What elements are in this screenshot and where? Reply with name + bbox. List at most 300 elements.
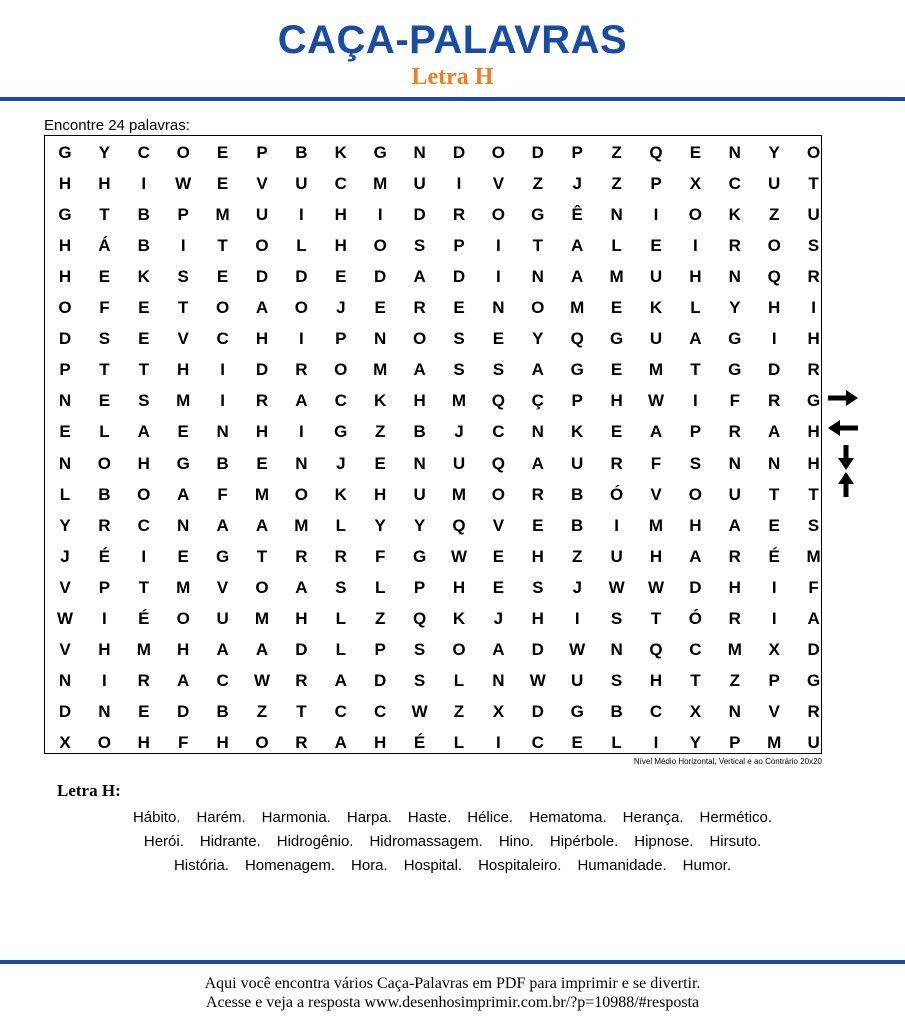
grid-letter: W bbox=[411, 701, 428, 721]
word-list-item: Herança. bbox=[622, 809, 684, 826]
grid-letter: R bbox=[807, 267, 820, 287]
grid-letter: I bbox=[299, 422, 304, 442]
grid-letter: D bbox=[58, 329, 72, 349]
grid-letter: M bbox=[136, 639, 151, 659]
grid-letter: I bbox=[771, 329, 777, 349]
grid-letter: G bbox=[334, 422, 348, 442]
grid-letter: M bbox=[254, 608, 270, 628]
grid-letter: K bbox=[728, 205, 741, 225]
grid-letter: H bbox=[334, 236, 347, 256]
grid-letter: H bbox=[334, 205, 347, 225]
grid-letter: D bbox=[531, 143, 544, 162]
grid-letter: U bbox=[807, 732, 820, 752]
grid-letter: R bbox=[728, 422, 741, 442]
grid-letter: K bbox=[374, 391, 387, 411]
grid-letter: É bbox=[98, 546, 111, 566]
grid-letter: N bbox=[728, 267, 741, 287]
grid-letter: G bbox=[58, 205, 72, 225]
grid-letter: B bbox=[137, 205, 150, 225]
grid-letter: O bbox=[412, 329, 427, 349]
grid-letter: K bbox=[334, 484, 347, 504]
grid-letter: Z bbox=[729, 670, 740, 690]
grid-letter: V bbox=[650, 484, 662, 504]
grid-letter: E bbox=[216, 143, 229, 162]
grid-letter: P bbox=[729, 732, 741, 752]
grid-letter: N bbox=[728, 453, 741, 473]
grid-letter: P bbox=[256, 143, 268, 162]
grid-letter: B bbox=[571, 484, 584, 504]
grid-letter: E bbox=[138, 701, 150, 721]
bottom-divider bbox=[0, 960, 905, 964]
grid-letter: G bbox=[373, 143, 387, 162]
grid-letter: E bbox=[256, 453, 268, 473]
grid-letter: R bbox=[531, 484, 544, 504]
grid-letter: H bbox=[58, 174, 72, 194]
grid-letter: A bbox=[571, 236, 584, 256]
grid-letter: U bbox=[768, 174, 781, 194]
grid-letter: I bbox=[102, 670, 107, 690]
grid-letter: G bbox=[412, 546, 427, 566]
grid-letter: O bbox=[767, 236, 781, 256]
grid-letter: Z bbox=[611, 143, 622, 162]
grid-letter: O bbox=[806, 143, 821, 162]
grid-letter: P bbox=[335, 329, 347, 349]
grid-letter: L bbox=[453, 732, 465, 752]
grid-letter: D bbox=[452, 267, 466, 287]
grid-letter: H bbox=[807, 422, 820, 442]
grid-letter: R bbox=[807, 360, 820, 380]
grid-letter: D bbox=[177, 701, 190, 721]
grid-letter: W bbox=[56, 608, 74, 628]
grid-letter: Z bbox=[374, 608, 386, 628]
grid-letter: A bbox=[255, 639, 269, 659]
grid-letter: M bbox=[373, 174, 388, 194]
grid-letter: H bbox=[807, 453, 820, 473]
page-title: CAÇA-PALAVRAS bbox=[277, 18, 628, 62]
grid-letter: N bbox=[492, 670, 505, 690]
grid-letter: E bbox=[138, 329, 150, 349]
grid-letter: I bbox=[614, 515, 619, 535]
grid-letter: O bbox=[58, 298, 72, 318]
grid-letter: O bbox=[688, 205, 702, 225]
grid-letter: S bbox=[492, 360, 505, 380]
grid-letter: D bbox=[255, 360, 269, 380]
grid-letter: G bbox=[570, 360, 584, 380]
grid-letter: R bbox=[807, 701, 820, 721]
grid-letter: F bbox=[217, 484, 228, 504]
grid-letter: H bbox=[649, 546, 663, 566]
grid-letter: V bbox=[177, 329, 189, 349]
grid-letter: T bbox=[690, 360, 701, 380]
grid-letter: C bbox=[728, 174, 741, 194]
grid-letter: I bbox=[653, 732, 659, 752]
grid-letter: H bbox=[374, 732, 387, 752]
grid-letter: H bbox=[255, 329, 269, 349]
grid-letter: R bbox=[728, 236, 741, 256]
grid-letter: M bbox=[451, 484, 467, 504]
grid-letter: B bbox=[216, 701, 229, 721]
grid-letter: I bbox=[653, 205, 659, 225]
grid-letter: M bbox=[254, 484, 270, 504]
grid-letter: D bbox=[255, 267, 269, 287]
grid-letter: O bbox=[255, 732, 269, 752]
grid-letter: V bbox=[59, 639, 71, 659]
grid-letter: S bbox=[453, 360, 465, 380]
grid-letter: W bbox=[175, 174, 192, 194]
grid-letter: O bbox=[176, 143, 190, 162]
grid-letter: I bbox=[771, 577, 777, 597]
grid-letter: E bbox=[374, 453, 386, 473]
grid-letter: F bbox=[99, 298, 110, 318]
grid-letter: G bbox=[728, 329, 742, 349]
grid-letter: A bbox=[689, 546, 702, 566]
grid-letter: E bbox=[59, 422, 71, 442]
grid-letter: L bbox=[690, 298, 701, 318]
grid-letter: X bbox=[689, 701, 702, 721]
grid-letter: M bbox=[767, 732, 782, 752]
grid-letter: N bbox=[728, 143, 741, 162]
grid-letter: U bbox=[807, 205, 820, 225]
grid-letter: G bbox=[58, 143, 72, 162]
grid-letter: Q bbox=[452, 515, 466, 535]
grid-letter: Ó bbox=[688, 608, 702, 628]
grid-letter: T bbox=[296, 701, 307, 721]
grid-letter: H bbox=[98, 639, 111, 659]
grid-letter: R bbox=[728, 546, 741, 566]
grid-letter: E bbox=[374, 298, 386, 318]
grid-letter: D bbox=[689, 577, 702, 597]
grid-letter: M bbox=[609, 267, 624, 287]
grid-letter: N bbox=[58, 391, 72, 411]
grid-letter: A bbox=[216, 515, 229, 535]
grid-letter: A bbox=[295, 391, 308, 411]
grid-letter: A bbox=[255, 515, 269, 535]
grid-letter: J bbox=[336, 298, 346, 318]
grid-letter: N bbox=[413, 143, 426, 162]
grid-letter: C bbox=[649, 701, 663, 721]
grid-letter: I bbox=[496, 732, 501, 752]
grid-letter: E bbox=[610, 298, 623, 318]
grid-letter: U bbox=[216, 608, 229, 628]
grid-letter: J bbox=[60, 546, 70, 566]
word-list-item: Harpa. bbox=[346, 809, 392, 826]
grid-letter: L bbox=[335, 639, 346, 659]
grid-letter: T bbox=[808, 174, 819, 194]
grid-letter: O bbox=[137, 484, 151, 504]
grid-letter: H bbox=[531, 608, 544, 628]
grid-letter: E bbox=[650, 236, 662, 256]
grid-letter: B bbox=[571, 515, 584, 535]
grid-letter: E bbox=[768, 515, 780, 535]
grid-letter: E bbox=[177, 422, 189, 442]
grid-letter: I bbox=[220, 360, 225, 380]
grid-letter: N bbox=[610, 205, 623, 225]
grid-letter: I bbox=[771, 608, 777, 628]
grid-letter: S bbox=[413, 639, 426, 659]
word-list-item: Humanidade. bbox=[577, 857, 667, 874]
grid-letter: E bbox=[610, 360, 623, 380]
grid-letter: J bbox=[572, 174, 582, 194]
grid-letter: K bbox=[452, 608, 466, 628]
grid-letter: U bbox=[452, 453, 466, 473]
grid-letter: H bbox=[649, 670, 663, 690]
grid-letter: F bbox=[650, 453, 662, 473]
grid-letter: J bbox=[336, 453, 346, 473]
grid-letter: D bbox=[531, 639, 544, 659]
word-list-item: Hélice. bbox=[467, 809, 514, 826]
grid-letter: D bbox=[768, 360, 781, 380]
grid-letter: T bbox=[138, 360, 149, 380]
grid-letter: G bbox=[609, 329, 624, 349]
word-list-item: Hidrante. bbox=[199, 833, 261, 850]
grid-letter: F bbox=[729, 391, 740, 411]
grid-letter: L bbox=[374, 577, 386, 597]
grid-letter: Z bbox=[611, 174, 622, 194]
word-list-item: Hipérbole. bbox=[549, 833, 619, 850]
grid-letter: V bbox=[492, 515, 505, 535]
grid-letter: D bbox=[295, 639, 308, 659]
grid-letter: T bbox=[138, 577, 149, 597]
grid-letter: E bbox=[492, 329, 505, 349]
grid-letter: Y bbox=[374, 515, 386, 535]
grid-letter: N bbox=[768, 453, 781, 473]
grid-letter: E bbox=[138, 298, 150, 318]
word-list-line-2 bbox=[0, 833, 905, 850]
grid-letter: A bbox=[531, 360, 544, 380]
grid-letter: Q bbox=[649, 143, 663, 162]
grid-letter: N bbox=[728, 701, 741, 721]
grid-letter: H bbox=[807, 329, 820, 349]
grid-letter: D bbox=[531, 701, 544, 721]
grid-letter: H bbox=[295, 608, 308, 628]
level-note: Nível Médio Horizontal, Vertical e ao Contrário 20x20 bbox=[633, 757, 822, 766]
grid-letter: X bbox=[59, 732, 71, 752]
grid-letter: M bbox=[727, 639, 742, 659]
word-list-item: Hospitaleiro. bbox=[478, 857, 562, 874]
grid-letter: T bbox=[650, 608, 662, 628]
grid-letter: A bbox=[413, 267, 426, 287]
grid-letter: T bbox=[532, 236, 543, 256]
grid-letter: A bbox=[728, 515, 741, 535]
grid-letter: A bbox=[177, 484, 190, 504]
grid-letter: C bbox=[216, 670, 229, 690]
grid-letter: O bbox=[255, 577, 269, 597]
grid-letter: M bbox=[648, 515, 664, 535]
grid-letter: C bbox=[492, 422, 505, 442]
grid-letter: B bbox=[98, 484, 111, 504]
grid-letter: M bbox=[648, 360, 664, 380]
grid-letter: N bbox=[216, 422, 229, 442]
grid-letter: A bbox=[216, 639, 229, 659]
grid-letter: O bbox=[452, 639, 466, 659]
grid-letter: Q bbox=[491, 391, 505, 411]
grid-letter: C bbox=[334, 174, 347, 194]
grid-letter: I bbox=[496, 267, 501, 287]
grid-letter: Q bbox=[412, 608, 427, 628]
grid-letter: O bbox=[491, 484, 505, 504]
grid-letter: P bbox=[59, 360, 71, 380]
grid-letter: A bbox=[255, 298, 269, 318]
grid-letter: K bbox=[571, 422, 584, 442]
grid-letter: Ê bbox=[571, 205, 583, 225]
grid-letter: Y bbox=[689, 732, 702, 752]
grid-letter: G bbox=[215, 546, 230, 566]
grid-letter: T bbox=[177, 298, 189, 318]
grid-letter: É bbox=[768, 546, 780, 566]
grid-letter: C bbox=[374, 701, 387, 721]
grid-letter: B bbox=[216, 453, 229, 473]
word-list-line-3 bbox=[0, 857, 905, 874]
grid-letter: Y bbox=[768, 143, 780, 162]
grid-letter: H bbox=[137, 453, 150, 473]
grid-letter: T bbox=[808, 484, 819, 504]
grid-letter: R bbox=[137, 670, 150, 690]
grid-letter: H bbox=[689, 267, 702, 287]
grid-letter: E bbox=[216, 174, 229, 194]
grid-letter: A bbox=[571, 267, 584, 287]
grid-letter: O bbox=[294, 298, 308, 318]
grid-letter: I bbox=[574, 608, 580, 628]
grid-letter: D bbox=[452, 143, 466, 162]
grid-letter: I bbox=[377, 205, 383, 225]
grid-letter: H bbox=[255, 422, 269, 442]
grid-letter: B bbox=[137, 236, 150, 256]
grid-letter: É bbox=[138, 608, 150, 628]
word-list-item: Herói. bbox=[143, 833, 184, 850]
grid-letter: U bbox=[649, 267, 663, 287]
word-list-item: Hino. bbox=[498, 833, 534, 850]
grid-letter: W bbox=[569, 639, 586, 659]
grid-letter: Ç bbox=[531, 391, 544, 411]
grid-letter: A bbox=[334, 670, 347, 690]
grid-letter: Z bbox=[256, 701, 268, 721]
grid-letter: D bbox=[413, 205, 426, 225]
grid-letter: A bbox=[649, 422, 663, 442]
grid-letter: N bbox=[492, 298, 505, 318]
grid-letter: O bbox=[688, 484, 702, 504]
arrow-left-icon bbox=[826, 418, 860, 438]
word-list-item: Hermético. bbox=[699, 809, 773, 826]
grid-letter: I bbox=[102, 608, 107, 628]
grid-letter: S bbox=[177, 267, 189, 287]
grid-letter: M bbox=[176, 391, 191, 411]
top-divider bbox=[0, 97, 905, 101]
grid-letter: X bbox=[492, 701, 505, 721]
grid-letter: S bbox=[98, 329, 111, 349]
grid-letter: J bbox=[493, 608, 504, 628]
grid-letter: U bbox=[610, 546, 623, 566]
grid-letter: L bbox=[99, 422, 110, 442]
grid-letter: E bbox=[571, 732, 583, 752]
word-list-item: Hidromassagem. bbox=[369, 833, 483, 850]
footer-link-text: Acesse e veja a resposta www.desenhosimprimir.com.br/?p=10988/#resposta bbox=[205, 994, 700, 1011]
grid-letter: V bbox=[492, 174, 505, 194]
grid-letter: H bbox=[452, 577, 466, 597]
grid-letter: S bbox=[413, 236, 426, 256]
grid-letter: F bbox=[808, 577, 819, 597]
word-list-item: Hospital. bbox=[403, 857, 463, 874]
grid-letter: I bbox=[693, 236, 698, 256]
word-list-item: Hábito. bbox=[132, 809, 181, 826]
grid-letter: N bbox=[98, 701, 111, 721]
grid-letter: P bbox=[689, 422, 702, 442]
grid-letter: N bbox=[531, 422, 544, 442]
grid-letter: D bbox=[374, 670, 387, 690]
grid-letter: E bbox=[492, 546, 505, 566]
grid-letter: O bbox=[373, 236, 387, 256]
grid-letter: A bbox=[334, 732, 347, 752]
grid-letter: Z bbox=[768, 205, 780, 225]
grid-letter: C bbox=[334, 701, 347, 721]
grid-letter: R bbox=[295, 546, 308, 566]
grid-letter: H bbox=[58, 267, 72, 287]
grid-letter: P bbox=[98, 577, 111, 597]
grid-letter: B bbox=[610, 701, 623, 721]
grid-letter: I bbox=[496, 236, 501, 256]
grid-letter: D bbox=[295, 267, 308, 287]
word-search-grid bbox=[44, 135, 822, 754]
grid-letter: J bbox=[572, 577, 582, 597]
grid-letter: I bbox=[693, 391, 698, 411]
grid-letter: O bbox=[97, 732, 111, 752]
grid-letter: E bbox=[610, 422, 623, 442]
grid-letter: E bbox=[98, 267, 111, 287]
word-list-item: Hipnose. bbox=[634, 833, 694, 850]
instruction-text: Encontre 24 palavras: bbox=[44, 117, 190, 134]
grid-letter: O bbox=[334, 360, 348, 380]
grid-letter: G bbox=[728, 360, 742, 380]
grid-letter: V bbox=[59, 577, 71, 597]
grid-letter: C bbox=[689, 639, 702, 659]
grid-letter: Á bbox=[98, 236, 111, 256]
grid-letter: A bbox=[295, 577, 308, 597]
grid-letter: P bbox=[413, 577, 426, 597]
grid-letter: W bbox=[529, 670, 546, 690]
grid-letter: S bbox=[689, 453, 702, 473]
word-list-item: Harmonia. bbox=[261, 809, 331, 826]
grid-letter: O bbox=[215, 298, 230, 318]
grid-letter: R bbox=[295, 360, 308, 380]
grid-letter: L bbox=[335, 515, 346, 535]
grid-letter: C bbox=[137, 143, 150, 162]
grid-letter: E bbox=[532, 515, 544, 535]
grid-letter: H bbox=[216, 732, 229, 752]
grid-letter: N bbox=[610, 639, 623, 659]
grid-letter: N bbox=[531, 267, 544, 287]
arrow-up-icon bbox=[836, 471, 856, 499]
grid-letter: H bbox=[768, 298, 781, 318]
grid-letter: L bbox=[611, 732, 622, 752]
grid-letter: Y bbox=[532, 329, 544, 349]
word-list-item: Hidrogênio. bbox=[276, 833, 354, 850]
grid-letter: N bbox=[177, 515, 190, 535]
grid-letter: A bbox=[492, 639, 505, 659]
grid-letter: Q bbox=[649, 639, 663, 659]
page-subtitle: Letra H bbox=[411, 64, 494, 90]
word-list-item: História. bbox=[173, 857, 229, 874]
grid-letter: Z bbox=[374, 422, 386, 442]
grid-letter: U bbox=[255, 205, 269, 225]
grid-letter: Y bbox=[729, 298, 741, 318]
grid-letter: T bbox=[99, 360, 110, 380]
grid-letter: H bbox=[137, 732, 150, 752]
grid-letter: L bbox=[296, 236, 307, 256]
grid-letter: W bbox=[450, 546, 468, 566]
grid-letter: P bbox=[374, 639, 386, 659]
grid-letter: R bbox=[452, 205, 466, 225]
word-list-item: Haste. bbox=[407, 809, 452, 826]
grid-letter: H bbox=[177, 360, 190, 380]
